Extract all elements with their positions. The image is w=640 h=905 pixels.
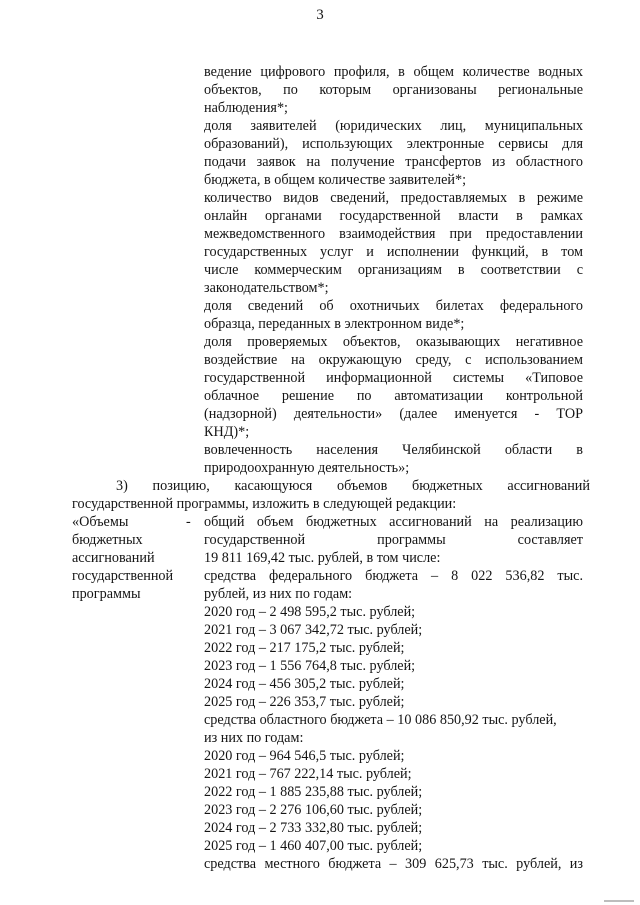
text-line: (надзорной) деятельности» (далее именуется - ТОР (204, 406, 583, 422)
year-line: 2020 год – 964 546,5 тыс. рублей; (204, 748, 405, 764)
text-line: подачи заявок на получение трансфертов из областного (204, 154, 583, 170)
text-line: числе коммерческим организациям в соответствии с (204, 262, 583, 278)
year-line: 2024 год – 456 305,2 тыс. рублей; (204, 676, 405, 692)
text-line: общий объем бюджетных ассигнований на реализацию (204, 514, 583, 530)
text-line: образца, переданных в электронном виде*; (204, 316, 465, 332)
text-line: средства областного бюджета – 10 086 850,92 тыс. рублей, (204, 712, 557, 728)
year-line: 2021 год – 767 222,14 тыс. рублей; (204, 766, 412, 782)
page-number: 3 (316, 7, 324, 23)
text-line: доля проверяемых объектов, оказывающих негативное (204, 334, 583, 350)
year-line: 2023 год – 2 276 106,60 тыс. рублей; (204, 802, 423, 818)
year-line: 2023 год – 1 556 764,8 тыс. рублей; (204, 658, 416, 674)
text-line: вовлеченность населения Челябинской области в (204, 442, 583, 458)
year-line: 2022 год – 1 885 235,88 тыс. рублей; (204, 784, 423, 800)
text-line: КНД)*; (204, 424, 250, 440)
text-line: доля заявителей (юридических лиц, муниципальных (204, 118, 583, 134)
text-line: 3) позицию, касающуюся объемов бюджетных ассигнований (116, 478, 590, 494)
label-line: ассигнований (72, 550, 155, 566)
year-line: 2024 год – 2 733 332,80 тыс. рублей; (204, 820, 423, 836)
year-line: 2022 год – 217 175,2 тыс. рублей; (204, 640, 405, 656)
text-line: бюджета, в общем количестве заявителей*; (204, 172, 467, 188)
text-line: 19 811 169,42 тыс. рублей, в том числе: (204, 550, 441, 566)
text-line: государственной информационной системы «Типовое (204, 370, 583, 386)
year-line: 2020 год – 2 498 595,2 тыс. рублей; (204, 604, 416, 620)
text-line: средства местного бюджета – 309 625,73 тыс. рублей, из (204, 856, 583, 872)
text-line: государственной программы составляет (204, 532, 583, 548)
text-line: объектов, по которым организованы региональные (204, 82, 583, 98)
text-line: онлайн органами государственной власти в рамках (204, 208, 583, 224)
text-line: образований), использующих электронные сервисы для (204, 136, 583, 152)
text-line: межведомственного взаимодействия при предоставлении (204, 226, 583, 242)
year-line: 2025 год – 226 353,7 тыс. рублей; (204, 694, 405, 710)
scan-artifact (604, 900, 634, 902)
text-line: природоохранную деятельность»; (204, 460, 410, 476)
year-line: 2021 год – 3 067 342,72 тыс. рублей; (204, 622, 423, 638)
label-line: государственной (72, 568, 174, 584)
text-line: доля сведений об охотничьих билетах федерального (204, 298, 583, 314)
text-line: облачное решение по автоматизации контрольной (204, 388, 583, 404)
text-line: рублей, из них по годам: (204, 586, 353, 602)
text-line: ведение цифрового профиля, в общем количестве водных (204, 64, 583, 80)
label-line: программы (72, 586, 141, 602)
label-dash: - (186, 514, 191, 530)
text-line: из них по годам: (204, 730, 304, 746)
text-line: законодательством*; (204, 280, 329, 296)
text-line: государственных услуг и исполнении функций, в том (204, 244, 583, 260)
year-line: 2025 год – 1 460 407,00 тыс. рублей; (204, 838, 423, 854)
label-line: бюджетных (72, 532, 143, 548)
text-line: количество видов сведений, предоставляемых в режиме (204, 190, 583, 206)
text-line: средства федерального бюджета – 8 022 536,82 тыс. (204, 568, 583, 584)
text-line: воздействие на окружающую среду, с использованием (204, 352, 583, 368)
label-line: «Объемы (72, 514, 129, 530)
text-line: государственной программы, изложить в следующей редакции: (72, 496, 457, 512)
text-line: наблюдения*; (204, 100, 288, 116)
